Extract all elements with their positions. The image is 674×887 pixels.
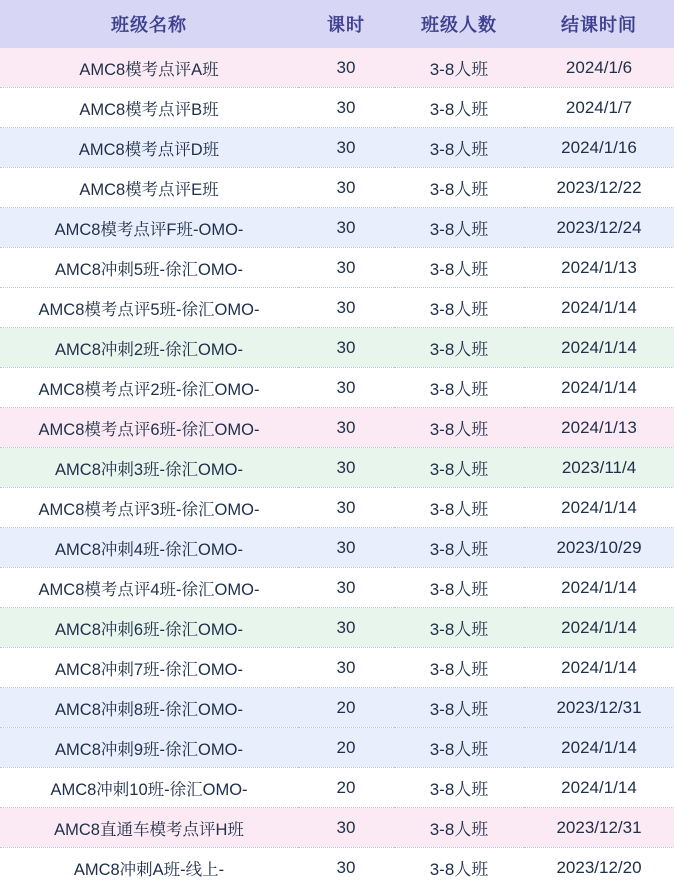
cell-class-size: 3-8人班 [394, 408, 524, 448]
cell-class-name: AMC8冲刺3班-徐汇OMO- [0, 448, 298, 488]
table-row [0, 728, 674, 768]
cell-hours: 30 [298, 808, 394, 848]
cell-class-name: AMC8模考点评6班-徐汇OMO- [0, 408, 298, 448]
cell-class-name: AMC8模考点评A班 [0, 48, 298, 88]
cell-class-size: 3-8人班 [394, 728, 524, 768]
cell-class-size: 3-8人班 [394, 768, 524, 808]
cell-class-name: AMC8冲刺2班-徐汇OMO- [0, 328, 298, 368]
table-header [0, 0, 674, 48]
table-row [0, 808, 674, 848]
table-row [0, 408, 674, 448]
cell-hours: 20 [298, 728, 394, 768]
table-row [0, 168, 674, 208]
cell-hours: 30 [298, 368, 394, 408]
cell-class-name: AMC8模考点评5班-徐汇OMO- [0, 288, 298, 328]
table-row [0, 248, 674, 288]
cell-class-name: AMC8模考点评4班-徐汇OMO- [0, 568, 298, 608]
cell-class-size: 3-8人班 [394, 848, 524, 887]
table-row [0, 568, 674, 608]
column-header-class-name: 班级名称 [0, 0, 298, 48]
cell-hours: 30 [298, 608, 394, 648]
cell-class-size: 3-8人班 [394, 48, 524, 88]
cell-class-size: 3-8人班 [394, 328, 524, 368]
cell-class-name: AMC8模考点评F班-OMO- [0, 208, 298, 248]
cell-end-date: 2023/12/31 [524, 808, 674, 848]
cell-class-name: AMC8冲刺7班-徐汇OMO- [0, 648, 298, 688]
cell-class-name: AMC8冲刺9班-徐汇OMO- [0, 728, 298, 768]
cell-end-date: 2024/1/14 [524, 728, 674, 768]
cell-class-size: 3-8人班 [394, 528, 524, 568]
table-row [0, 528, 674, 568]
table-row [0, 128, 674, 168]
cell-class-size: 3-8人班 [394, 488, 524, 528]
column-header-end-date: 结课时间 [524, 0, 674, 48]
cell-class-name: AMC8冲刺10班-徐汇OMO- [0, 768, 298, 808]
table-row [0, 208, 674, 248]
cell-class-size: 3-8人班 [394, 808, 524, 848]
cell-end-date: 2024/1/13 [524, 408, 674, 448]
table-row [0, 488, 674, 528]
cell-end-date: 2024/1/14 [524, 608, 674, 648]
cell-class-name: AMC8模考点评D班 [0, 128, 298, 168]
cell-end-date: 2024/1/14 [524, 768, 674, 808]
cell-class-name: AMC8冲刺A班-线上- [0, 848, 298, 887]
cell-hours: 30 [298, 408, 394, 448]
table-row [0, 648, 674, 688]
cell-end-date: 2023/12/22 [524, 168, 674, 208]
cell-hours: 30 [298, 248, 394, 288]
cell-class-size: 3-8人班 [394, 208, 524, 248]
cell-class-size: 3-8人班 [394, 568, 524, 608]
cell-end-date: 2024/1/14 [524, 328, 674, 368]
cell-class-name: AMC8模考点评E班 [0, 168, 298, 208]
table-body [0, 48, 674, 887]
table-row [0, 448, 674, 488]
cell-hours: 30 [298, 88, 394, 128]
cell-end-date: 2023/11/4 [524, 448, 674, 488]
table-row [0, 48, 674, 88]
cell-hours: 30 [298, 848, 394, 887]
cell-hours: 30 [298, 648, 394, 688]
cell-hours: 20 [298, 688, 394, 728]
cell-class-size: 3-8人班 [394, 648, 524, 688]
cell-class-size: 3-8人班 [394, 448, 524, 488]
table-header-row [0, 0, 674, 48]
cell-class-size: 3-8人班 [394, 368, 524, 408]
cell-hours: 30 [298, 128, 394, 168]
cell-end-date: 2024/1/7 [524, 88, 674, 128]
cell-class-name: AMC8冲刺6班-徐汇OMO- [0, 608, 298, 648]
cell-end-date: 2023/12/20 [524, 848, 674, 887]
cell-class-name: AMC8模考点评B班 [0, 88, 298, 128]
cell-hours: 30 [298, 528, 394, 568]
cell-end-date: 2024/1/14 [524, 488, 674, 528]
cell-hours: 30 [298, 488, 394, 528]
cell-class-name: AMC8模考点评2班-徐汇OMO- [0, 368, 298, 408]
cell-hours: 30 [298, 48, 394, 88]
cell-class-size: 3-8人班 [394, 128, 524, 168]
cell-hours: 30 [298, 568, 394, 608]
table-row [0, 288, 674, 328]
cell-end-date: 2024/1/14 [524, 288, 674, 328]
cell-hours: 30 [298, 448, 394, 488]
cell-hours: 30 [298, 168, 394, 208]
cell-end-date: 2024/1/16 [524, 128, 674, 168]
table-row [0, 88, 674, 128]
cell-class-size: 3-8人班 [394, 288, 524, 328]
cell-end-date: 2024/1/14 [524, 648, 674, 688]
cell-class-name: AMC8冲刺4班-徐汇OMO- [0, 528, 298, 568]
column-header-class-size: 班级人数 [394, 0, 524, 48]
cell-class-name: AMC8冲刺5班-徐汇OMO- [0, 248, 298, 288]
table-row [0, 768, 674, 808]
cell-class-size: 3-8人班 [394, 168, 524, 208]
table-row [0, 848, 674, 887]
cell-end-date: 2023/10/29 [524, 528, 674, 568]
cell-hours: 30 [298, 328, 394, 368]
cell-end-date: 2023/12/31 [524, 688, 674, 728]
table-row [0, 608, 674, 648]
cell-end-date: 2023/12/24 [524, 208, 674, 248]
table-row [0, 688, 674, 728]
cell-hours: 20 [298, 768, 394, 808]
cell-end-date: 2024/1/6 [524, 48, 674, 88]
cell-class-name: AMC8直通车模考点评H班 [0, 808, 298, 848]
cell-class-size: 3-8人班 [394, 688, 524, 728]
cell-class-name: AMC8模考点评3班-徐汇OMO- [0, 488, 298, 528]
cell-class-name: AMC8冲刺8班-徐汇OMO- [0, 688, 298, 728]
cell-hours: 30 [298, 208, 394, 248]
cell-end-date: 2024/1/14 [524, 368, 674, 408]
cell-class-size: 3-8人班 [394, 248, 524, 288]
cell-class-size: 3-8人班 [394, 608, 524, 648]
cell-hours: 30 [298, 288, 394, 328]
cell-class-size: 3-8人班 [394, 88, 524, 128]
column-header-hours: 课时 [298, 0, 394, 48]
cell-end-date: 2024/1/13 [524, 248, 674, 288]
table-row [0, 328, 674, 368]
table-row [0, 368, 674, 408]
cell-end-date: 2024/1/14 [524, 568, 674, 608]
